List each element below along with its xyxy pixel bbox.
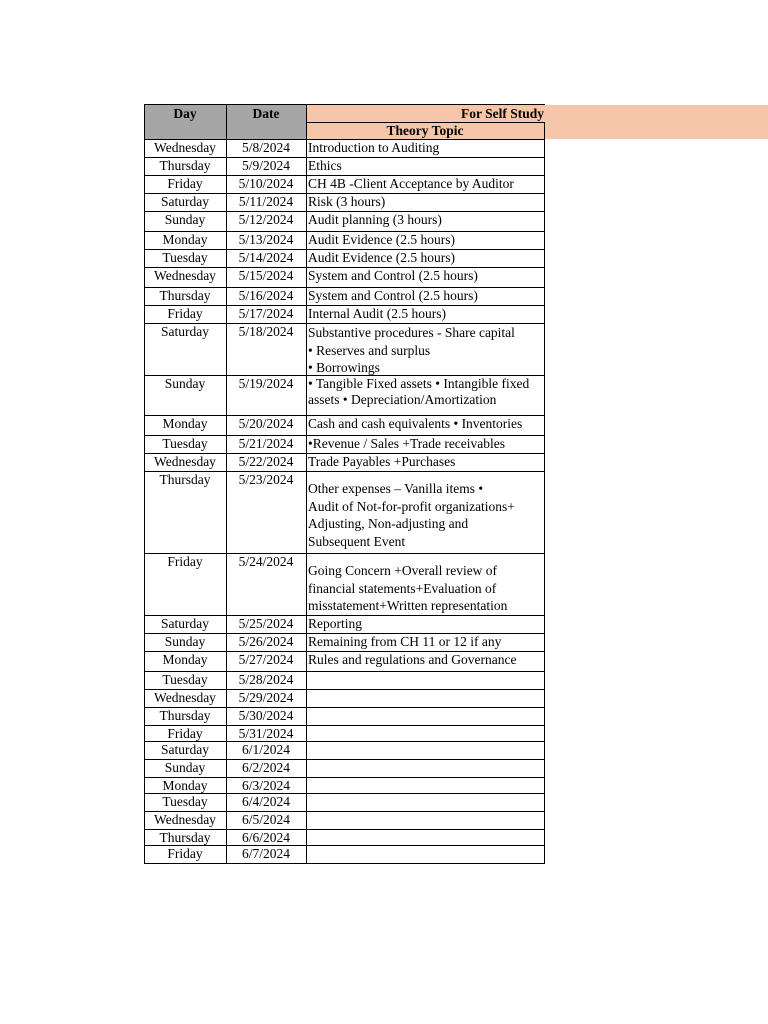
date-cell: 5/25/2024: [238, 616, 294, 631]
row-border: [144, 829, 545, 830]
day-cell: Wednesday: [154, 268, 216, 283]
date-cell: 5/14/2024: [238, 250, 294, 265]
topic-line: Audit of Not-for-profit organizations+: [308, 498, 515, 514]
day-cell: Friday: [167, 306, 203, 321]
topic-cell: [306, 249, 544, 267]
row-border: [144, 553, 545, 554]
row-border: [144, 725, 545, 726]
row-border: [144, 267, 545, 268]
date-cell: 5/9/2024: [241, 158, 290, 173]
row-border: [144, 633, 545, 634]
date-cell: 6/4/2024: [241, 794, 290, 809]
date-cell: 5/27/2024: [238, 652, 294, 667]
date-cell: 5/31/2024: [238, 726, 294, 741]
column-border: [226, 104, 227, 864]
topic-cell: [306, 231, 544, 249]
row-border: [144, 305, 545, 306]
topic-cell: [306, 157, 544, 175]
row-border: [144, 157, 545, 158]
topic-line: •Revenue / Sales +Trade receivables: [308, 436, 506, 451]
date-cell: 5/30/2024: [238, 708, 294, 723]
topic-line: misstatement+Written representation: [308, 598, 508, 613]
topic-cell: [306, 615, 544, 633]
day-cell: Tuesday: [162, 436, 208, 451]
day-cell: Saturday: [161, 194, 209, 209]
date-cell: 5/17/2024: [238, 306, 294, 321]
topic-line: Audit Evidence (2.5 hours): [308, 250, 455, 265]
topic-line: Introduction to Auditing: [308, 140, 440, 155]
day-cell: Thursday: [159, 472, 211, 487]
topic-cell: [306, 741, 544, 759]
topic-line: Audit planning (3 hours): [308, 212, 442, 227]
topic-cell: [306, 759, 544, 777]
row-border: [144, 453, 545, 454]
topic-line: Going Concern +Overall review of: [308, 563, 498, 578]
date-cell: 5/19/2024: [238, 376, 294, 391]
topic-cell: [306, 375, 544, 415]
topic-cell: [306, 553, 544, 615]
day-cell: Wednesday: [154, 454, 216, 469]
row-border: [144, 375, 545, 376]
topic-cell: [306, 777, 544, 793]
row-border: [144, 104, 545, 105]
topic-line: Audit Evidence (2.5 hours): [308, 232, 455, 247]
day-cell: Thursday: [159, 708, 211, 723]
date-cell: 6/7/2024: [241, 846, 290, 861]
row-border: [144, 671, 545, 672]
date-cell: 5/20/2024: [238, 416, 294, 431]
day-cell: Wednesday: [154, 690, 216, 705]
day-cell: Tuesday: [162, 250, 208, 265]
day-cell: Saturday: [161, 324, 209, 339]
date-cell: 5/28/2024: [238, 672, 294, 687]
topic-cell: [306, 453, 544, 471]
date-header: Date: [226, 105, 306, 139]
topic-line: Substantive procedures - Share capital: [308, 325, 515, 340]
theory-topic-header: Theory Topic: [386, 123, 464, 138]
topic-line: Risk (3 hours): [308, 194, 386, 209]
topic-cell: [306, 725, 544, 741]
topic-cell: [306, 139, 544, 157]
date-cell: 5/8/2024: [241, 140, 290, 155]
topic-cell: [306, 793, 544, 811]
topic-line: • Tangible Fixed assets • Intangible fixed: [308, 376, 530, 391]
row-border: [144, 211, 545, 212]
topic-line: CH 4B -Client Acceptance by Auditor: [308, 176, 514, 191]
day-cell: Thursday: [159, 288, 211, 303]
topic-cell: [306, 211, 544, 231]
day-cell: Friday: [167, 846, 203, 861]
row-border: [144, 777, 545, 778]
date-cell: 6/2/2024: [241, 760, 290, 775]
day-cell: Sunday: [164, 376, 206, 391]
row-border: [306, 122, 545, 123]
row-border: [144, 231, 545, 232]
date-cell: 6/6/2024: [241, 830, 290, 845]
row-border: [144, 193, 545, 194]
topic-cell: [306, 845, 544, 863]
day-cell: Wednesday: [154, 140, 216, 155]
date-cell: 5/26/2024: [238, 634, 294, 649]
topic-cell: [306, 193, 544, 211]
day-cell: Friday: [167, 726, 203, 741]
date-cell: 6/3/2024: [241, 778, 290, 793]
day-cell: Tuesday: [162, 794, 208, 809]
row-border: [144, 741, 545, 742]
topic-cell: [306, 707, 544, 725]
topic-cell: [306, 811, 544, 829]
row-border: [144, 139, 545, 140]
day-header: Day: [144, 105, 226, 139]
topic-line: Subsequent Event: [308, 533, 406, 549]
date-cell: 5/11/2024: [238, 194, 294, 209]
column-border: [544, 122, 545, 864]
date-cell: 5/13/2024: [238, 232, 294, 247]
row-border: [144, 689, 545, 690]
day-cell: Saturday: [161, 616, 209, 631]
day-cell: Thursday: [159, 158, 211, 173]
topic-line: • Borrowings: [308, 360, 380, 375]
row-border: [144, 811, 545, 812]
topic-line: • Reserves and surplus: [308, 342, 431, 358]
day-cell: Monday: [162, 778, 208, 793]
topic-cell: [306, 471, 544, 553]
day-cell: Tuesday: [162, 672, 208, 687]
topic-line: System and Control (2.5 hours): [308, 268, 478, 283]
topic-line: assets • Depreciation/Amortization: [308, 392, 497, 407]
topic-line: Remaining from CH 11 or 12 if any: [308, 634, 502, 649]
row-border: [144, 707, 545, 708]
row-border: [144, 435, 545, 436]
date-cell: 5/29/2024: [238, 690, 294, 705]
date-cell: 6/5/2024: [241, 812, 290, 827]
topic-line: Other expenses – Vanilla items •: [308, 481, 484, 496]
column-border: [306, 104, 307, 864]
day-cell: Sunday: [164, 212, 206, 227]
date-cell: 5/18/2024: [238, 324, 294, 339]
date-cell: 5/15/2024: [238, 268, 294, 283]
date-cell: 5/21/2024: [238, 436, 294, 451]
day-cell: Saturday: [161, 742, 209, 757]
topic-cell: [306, 671, 544, 689]
topic-cell: [306, 415, 544, 435]
topic-line: System and Control (2.5 hours): [308, 288, 478, 303]
row-border: [144, 471, 545, 472]
day-cell: Wednesday: [154, 812, 216, 827]
row-border: [144, 415, 545, 416]
topic-cell: [306, 689, 544, 707]
date-cell: 6/1/2024: [241, 742, 290, 757]
day-cell: Friday: [167, 176, 203, 191]
date-cell: 5/22/2024: [238, 454, 294, 469]
date-cell: 5/10/2024: [238, 176, 294, 191]
row-border: [144, 287, 545, 288]
topic-cell: [306, 829, 544, 845]
topic-cell: [306, 435, 544, 453]
day-cell: Sunday: [164, 760, 206, 775]
row-border: [144, 845, 545, 846]
topic-cell: [306, 323, 544, 375]
topic-cell: [306, 305, 544, 323]
day-cell: Monday: [162, 232, 208, 247]
topic-cell: [306, 267, 544, 287]
row-border: [144, 759, 545, 760]
day-cell: Monday: [162, 652, 208, 667]
topic-line: Rules and regulations and Governance: [308, 652, 517, 667]
date-cell: 5/12/2024: [238, 212, 294, 227]
day-cell: Monday: [162, 416, 208, 431]
day-cell: Thursday: [159, 830, 211, 845]
row-border: [144, 615, 545, 616]
topic-line: Internal Audit (2.5 hours): [308, 306, 446, 321]
day-cell: Sunday: [164, 634, 206, 649]
self-study-title: For Self Study: [460, 106, 544, 121]
day-cell: Friday: [167, 554, 203, 569]
topic-cell: [306, 287, 544, 305]
topic-line: Reporting: [308, 616, 362, 631]
date-cell: 5/24/2024: [238, 554, 294, 569]
topic-line: financial statements+Evaluation of: [308, 580, 497, 596]
row-border: [144, 249, 545, 250]
date-cell: 5/16/2024: [238, 288, 294, 303]
row-border: [144, 651, 545, 652]
topic-line: Ethics: [308, 158, 342, 173]
topic-cell: [306, 651, 544, 671]
topic-line: Cash and cash equivalents • Inventories: [308, 416, 523, 431]
date-cell: 5/23/2024: [238, 472, 294, 487]
column-border: [144, 104, 145, 864]
topic-cell: [306, 633, 544, 651]
topic-cell: [306, 175, 544, 193]
row-border: [144, 793, 545, 794]
topic-line: Adjusting, Non-adjusting and: [308, 516, 469, 531]
row-border: [144, 323, 545, 324]
row-border: [144, 175, 545, 176]
row-border: [144, 863, 545, 864]
topic-line: Trade Payables +Purchases: [308, 454, 456, 469]
